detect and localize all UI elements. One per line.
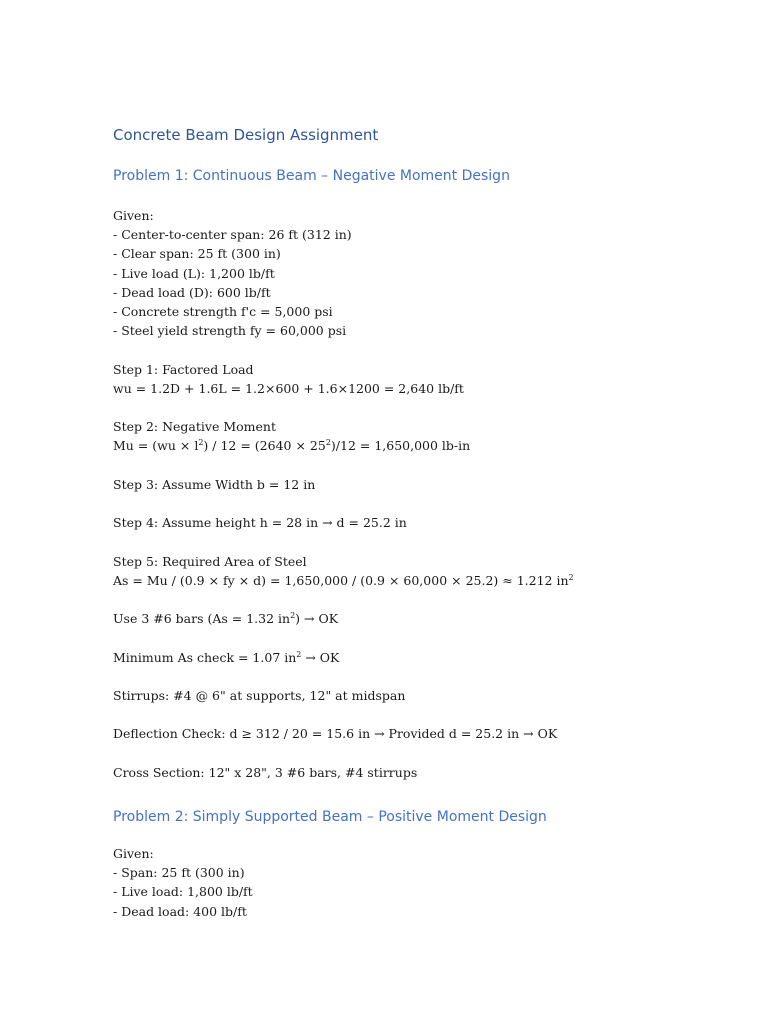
step2-equation	[113, 436, 733, 455]
step4: Step 4: Assume height h = 28 in → d = 25.2 in	[113, 515, 407, 531]
document-page	[113, 124, 733, 921]
problem2-body	[113, 844, 733, 921]
step1-equation: wu = 1.2D + 1.6L = 1.2×600 + 1.6×1200 = 2,640 lb/ft	[113, 380, 464, 396]
step3: Step 3: Assume Width b = 12 in	[113, 476, 316, 492]
min-as-part-a: Minimum As check = 1.07 in	[113, 649, 297, 665]
deflection-check: Deflection Check: d ≥ 312 / 20 = 15.6 in → Provided d = 25.2 in → OK	[113, 726, 558, 742]
document-title: Concrete Beam Design Assignment	[113, 126, 379, 144]
superscript: 2	[296, 649, 302, 659]
given-item: - Concrete strength f'c = 5,000 psi	[113, 304, 333, 320]
step1-title: Step 1: Factored Load	[113, 361, 254, 377]
step5-equation	[113, 571, 733, 590]
step2-eq-part-c: )/12 = 1,650,000 lb-in	[330, 438, 471, 454]
step5-title: Step 5: Required Area of Steel	[113, 553, 307, 569]
step2-title: Step 2: Negative Moment	[113, 419, 276, 435]
given-label: Given:	[113, 845, 154, 861]
use-bars	[113, 609, 733, 628]
min-as-part-b: → OK	[301, 649, 340, 665]
superscript: 2	[290, 611, 296, 621]
given-item: - Span: 25 ft (300 in)	[113, 865, 245, 881]
step5-eq-text: As = Mu / (0.9 × fy × d) = 1,650,000 / (0.9 × 60,000 × 25.2) ≈ 1.212 in	[113, 572, 569, 588]
given-item: - Live load (L): 1,200 lb/ft	[113, 265, 275, 281]
use-bars-part-a: Use 3 #6 bars (As = 1.32 in	[113, 611, 291, 627]
stirrups: Stirrups: #4 @ 6" at supports, 12" at midspan	[113, 687, 406, 703]
use-bars-part-b: ) → OK	[295, 611, 339, 627]
given-item: - Dead load (D): 600 lb/ft	[113, 284, 271, 300]
step2-eq-part-b: ) / 12 = (2640 × 25	[203, 438, 326, 454]
problem1-body	[113, 206, 733, 782]
given-item: - Live load: 1,800 lb/ft	[113, 884, 253, 900]
cross-section: Cross Section: 12" x 28", 3 #6 bars, #4 stirrups	[113, 764, 418, 780]
problem1-heading: Problem 1: Continuous Beam – Negative Moment Design	[113, 168, 510, 184]
given-item: - Dead load: 400 lb/ft	[113, 903, 247, 919]
given-label: Given:	[113, 208, 154, 223]
given-item: - Clear span: 25 ft (300 in)	[113, 246, 281, 262]
superscript: 2	[198, 438, 204, 448]
problem2-heading: Problem 2: Simply Supported Beam – Positive Moment Design	[113, 808, 547, 825]
superscript: 2	[568, 572, 574, 582]
given-item: - Center-to-center span: 26 ft (312 in)	[113, 227, 352, 243]
min-as-check	[113, 648, 733, 667]
given-item: - Steel yield strength fy = 60,000 psi	[113, 323, 347, 339]
step2-eq-part-a: Mu = (wu × l	[113, 438, 199, 454]
superscript: 2	[325, 438, 331, 448]
